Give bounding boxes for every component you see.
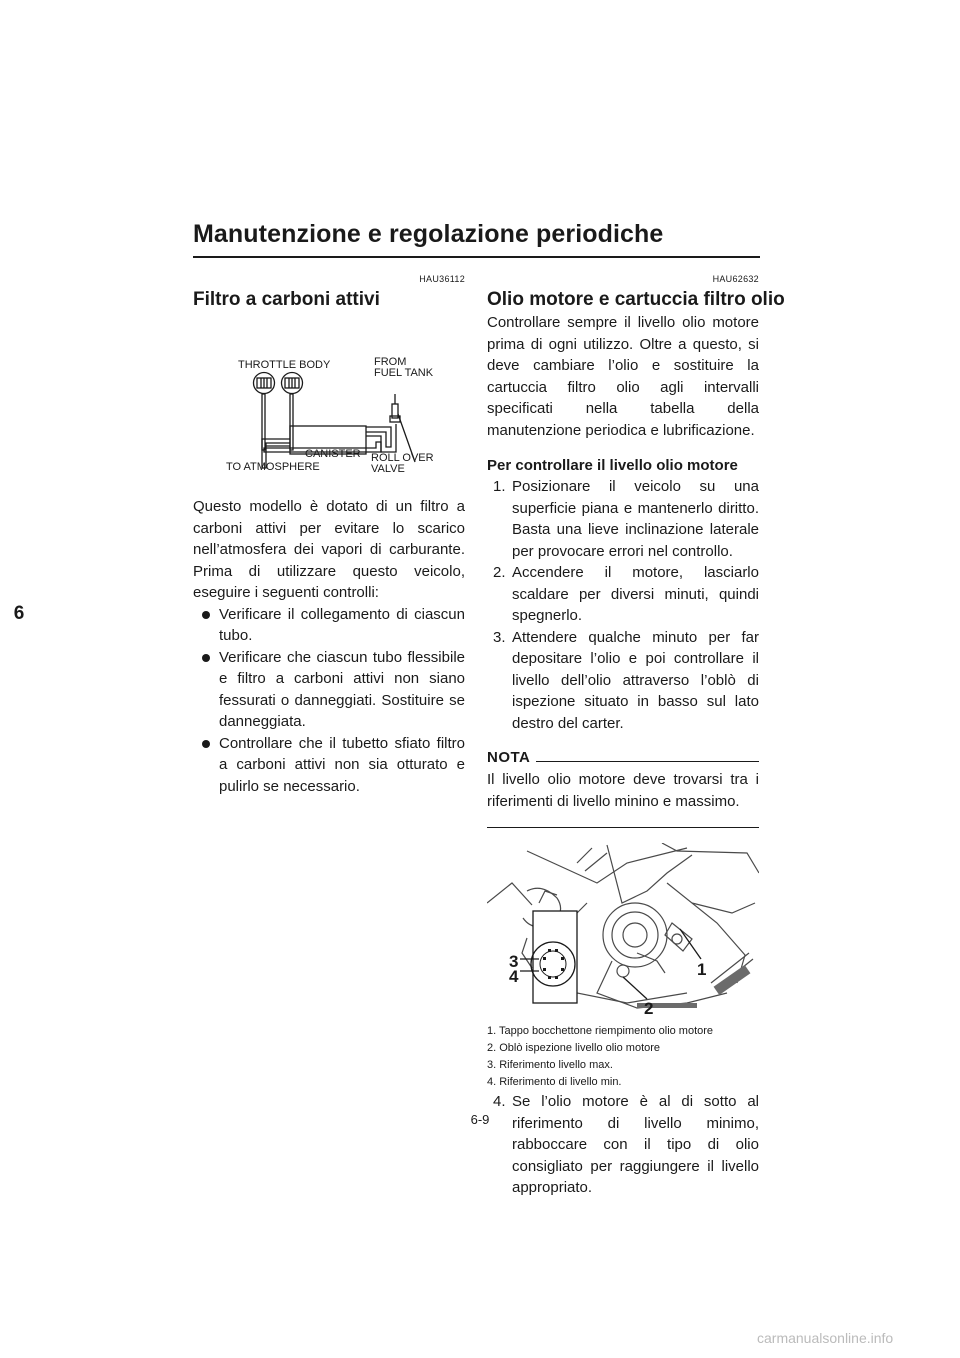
engine-photo-illustration — [487, 843, 759, 1015]
right-column — [487, 262, 785, 1199]
label-fuel-tank: FUEL TANK — [374, 367, 434, 379]
section-code: HAU36112 — [419, 274, 465, 284]
list-item: 4. Se l’olio motore è al di sotto al riferimento di livello minimo, rabboccare con il tipo di olio consigliato per raggiungere il livello appropriato. — [493, 1093, 759, 1196]
oil-steps — [487, 476, 759, 734]
label-from: FROM — [374, 356, 407, 368]
label-valve: VALVE — [371, 463, 405, 475]
section-code: HAU62632 — [712, 274, 759, 284]
canister-checklist — [193, 604, 465, 798]
list-item: 3. Attendere qualche minuto per far depositare l’olio e poi controllare il livello dell’olio attraverso l’oblò di ispezione situato in basso sul lato destro del carter. — [493, 628, 759, 732]
caption-2: 2. Oblò ispezione livello olio motore — [487, 1042, 661, 1054]
canister-intro: Questo modello è dotato di un filtro a carboni attivi per evitare lo scarico nell’atmosfera dei vapori di carburante. Prima di utilizzare questo veicolo, eseguire i seguenti controlli: — [193, 498, 465, 601]
canister-diagram-svg — [193, 324, 465, 476]
label-roll-over: ROLL OVER — [371, 452, 434, 464]
section-title-oil: Olio motore e cartuccia filtro olio — [487, 289, 785, 310]
caption-1: 1. Tappo bocchettone riempimento olio motore — [487, 1025, 714, 1037]
list-item: 2. Accendere il motore, lasciarlo scaldare per diversi minuti, quindi spegnerlo. — [493, 564, 759, 624]
callout-1: 1 — [697, 960, 707, 979]
callout-2: 2 — [644, 999, 654, 1015]
callout-4: 4 — [509, 967, 519, 986]
canister-diagram — [193, 324, 465, 476]
left-column — [193, 262, 465, 797]
label-throttle-body: THROTTLE BODY — [238, 359, 331, 371]
label-canister: CANISTER — [305, 448, 361, 460]
list-item: Verificare il collegamento di ciascun tubo. — [219, 604, 465, 647]
nota-end-rule — [487, 827, 759, 828]
nota-label: NOTA — [487, 748, 531, 766]
nota-rule — [536, 761, 759, 762]
nota-header — [487, 747, 759, 767]
photo-captions — [487, 1023, 759, 1091]
inspection-window-icon — [617, 965, 629, 977]
engine-photo — [487, 843, 759, 1015]
label-to-atmosphere: TO ATMOSPHERE — [226, 461, 320, 473]
list-item: 1. Posizionare il veicolo su una superficie piana e mantenerlo diritto. Basta una lieve inclinazione laterale per provocare errori nel controllo. — [493, 478, 759, 560]
list-item: Verificare che ciascun tubo flessibile e filtro a carboni attivi non siano fessurati o danneggiati. Sostituire se danneggiata. — [219, 647, 465, 733]
oil-intro: Controllare sempre il livello olio motore prima di ogni utilizzo. Oltre a questo, si deve cambiare l’olio e sostituire la cartuccia filtro olio agli intervalli specificati nella tabella della manutenzione periodica e lubrificazione. — [487, 314, 759, 439]
caption-4: 4. Riferimento di livello min. — [487, 1076, 622, 1088]
nota-text: Il livello olio motore deve trovarsi tra i riferimenti di livello minino e massimo. — [487, 771, 759, 810]
chapter-tab: 6 — [13, 603, 25, 624]
oil-steps-continued — [487, 1091, 759, 1199]
oil-level-subhead: Per controllare il livello olio motore — [487, 457, 738, 474]
callout-3: 3 — [509, 952, 519, 971]
header-rule — [193, 256, 760, 258]
section-title-canister: Filtro a carboni attivi — [193, 289, 380, 310]
page-header-title: Manutenzione e regolazione periodiche — [193, 220, 664, 248]
list-item: Controllare che il tubetto sfiato filtro a carboni attivi non sia otturato e pulirlo se necessario. — [219, 733, 465, 798]
caption-3: 3. Riferimento livello max. — [487, 1059, 613, 1071]
page-number: 6-9 — [470, 1112, 490, 1127]
watermark: carmanualsonline.info — [757, 1330, 894, 1346]
